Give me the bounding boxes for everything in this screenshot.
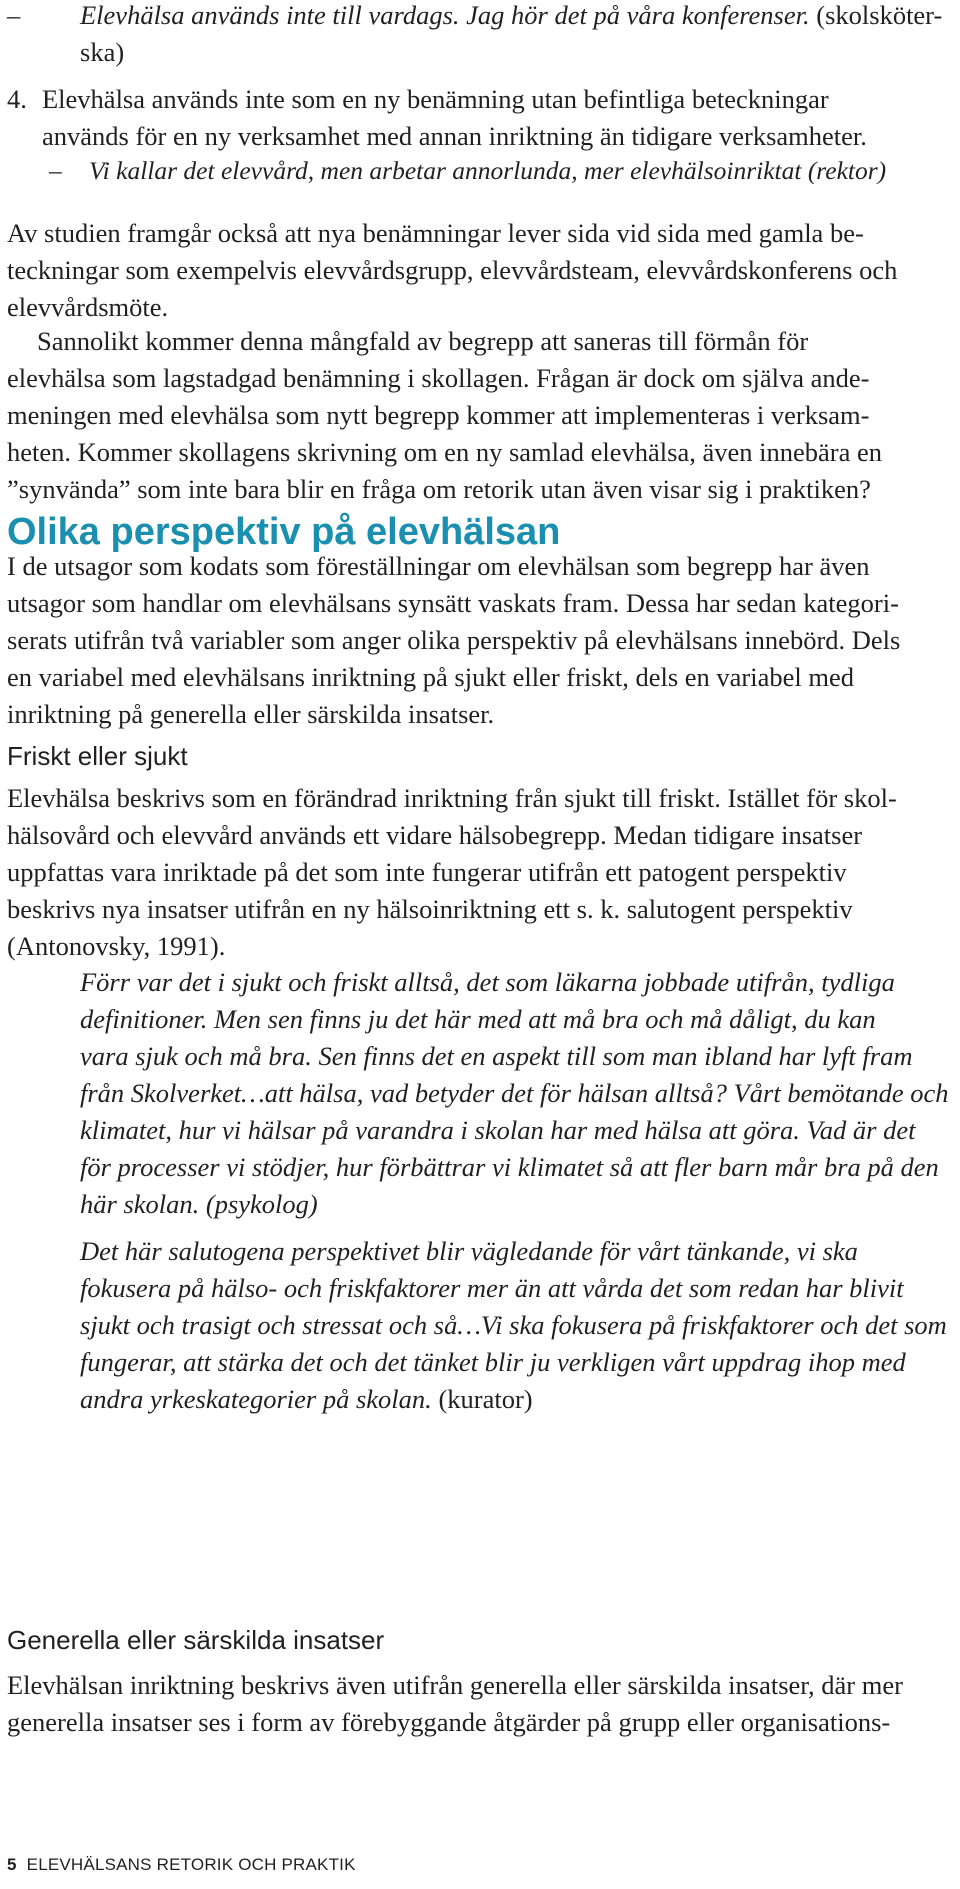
quote-line: klimatet, hur vi hälsar på varandra i skolan har med hälsa att göra. Vad är det [80,1115,916,1145]
quote-skolskoterska [7,0,942,71]
paragraph-line: elevvårdsmöte. [7,292,169,322]
quote-line: från Skolverket…att hälsa, vad betyder det för hälsan alltså? Vårt bemötande och [80,1078,949,1108]
paragraph-2 [7,323,882,508]
paragraph-line: teckningar som exempelvis elevvårdsgrupp, elevvårdsteam, elevvårdskonferens och [7,255,898,285]
paragraph-line: I de utsagor som kodats som föreställningar om elevhälsan som begrepp har även [7,551,870,581]
quote-line: vara sjuk och må bra. Sen finns det en aspekt till som man ibland har lyft fram [80,1041,913,1071]
paragraph-line: Elevhälsa beskrivs som en förändrad inriktning från sjukt till friskt. Istället för skol- [7,783,897,813]
quote-line: Vi kallar det elevvård, men arbetar annorlunda, mer elevhälsoinriktat (rektor) [89,156,887,185]
subheading-generella-sarskilda: Generella eller särskilda insatser [7,1625,385,1655]
quote-dash: – [49,156,62,185]
paragraph-4 [7,780,897,965]
page-footer [7,1854,356,1876]
paragraph-line: beskrivs nya insatser utifrån en ny hälsoinriktning ett s. k. salutogent perspektiv [7,894,853,924]
paragraph-line: generella insatser ses i form av förebyggande åtgärder på grupp eller organisations- [7,1707,891,1737]
quote-attribution: (psykolog) [205,1189,318,1219]
paragraph-line: Sannolikt kommer denna mångfald av begrepp att saneras till förmån för [37,326,809,356]
quote-line: sjukt och trasigt och stressat och så…Vi ska fokusera på friskfaktorer och det som [80,1310,947,1340]
paragraph-line: elevhälsa som lagstadgad benämning i skollagen. Frågan är dock om själva ande- [7,363,870,393]
paragraph-line: Elevhälsan inriktning beskrivs även utifrån generella eller särskilda insatser, där mer [7,1670,903,1700]
quote-line: ska) [80,37,125,67]
paragraph-3 [7,548,900,733]
quote-line: fokusera på hälso- och friskfaktorer mer än att vårda det som redan har blivit [80,1273,904,1303]
page-number: 5 [7,1855,17,1874]
quote-line: Elevhälsa används inte till vardags. Jag hör det på våra konferenser. (skolsköter- [80,0,943,30]
quote-line: Förr var det i sjukt och friskt alltså, det som läkarna jobbade utifrån, tydliga [80,967,895,997]
quote-attribution: (kurator) [438,1384,533,1414]
paragraph-line: inriktning på generella eller särskilda insatser. [7,699,495,729]
running-title: ELEVHÄLSANS RETORIK OCH PRAKTIK [26,1855,356,1874]
paragraph-line: Av studien framgår också att nya benämningar lever sida vid sida med gamla be- [7,218,864,248]
paragraph-line: serats utifrån två variabler som anger olika perspektiv på elevhälsans innebörd. Dels [7,625,901,655]
subheading-friskt-sjukt: Friskt eller sjukt [7,741,188,771]
item-line: Elevhälsa används inte som en ny benämning utan befintliga beteckningar [42,84,829,114]
paragraph-line: hälsovård och elevvård används ett vidare hälsobegrepp. Medan tidigare insatser [7,820,863,850]
quote-line: Det här salutogena perspektivet blir vägledande för vårt tänkande, vi ska [80,1236,858,1266]
quote-psykolog [7,964,957,1223]
paragraph-line: en variabel med elevhälsans inriktning på sjukt eller friskt, dels en variabel med [7,662,854,692]
paragraph-1 [7,215,897,326]
quote-line: andra yrkeskategorier på skolan. (kurator) [80,1384,533,1414]
quote-dash: – [7,0,21,30]
quote-kurator [7,1233,957,1418]
item-number: 4. [7,84,27,114]
quote-line: för processer vi stödjer, hur förbättrar vi klimatet så att fler barn mår bra på den [80,1152,939,1182]
quote-line: här skolan. (psykolog) [80,1189,318,1219]
quote-line: definitioner. Men sen finns ju det här med att må bra och må dåligt, du kan [80,1004,876,1034]
paragraph-5 [7,1667,903,1741]
numbered-item-4 [7,81,867,155]
item-line: används för en ny verksamhet med annan inriktning än tidigare verksamheter. [42,121,867,151]
paragraph-line: uppfattas vara inriktade på det som inte fungerar utifrån ett patogent perspektiv [7,857,847,887]
section-title: Olika perspektiv på elevhälsan [7,511,561,553]
paragraph-line: meningen med elevhälsa som nytt begrepp kommer att implementeras i verksam- [7,400,870,430]
quote-attribution: (skolsköter- [816,0,943,30]
paragraph-line: heten. Kommer skollagens skrivning om en ny samlad elevhälsa, även innebära en [7,437,882,467]
paragraph-line: (Antonovsky, 1991). [7,931,226,961]
paragraph-line: utsagor som handlar om elevhälsans synsätt vaskats fram. Dessa har sedan kategori- [7,588,899,618]
paragraph-line: ”synvända” som inte bara blir en fråga om retorik utan även visar sig i praktiken? [7,474,871,504]
quote-rektor [49,152,886,189]
quote-line: fungerar, att stärka det och det tänket blir ju verkligen vårt uppdrag ihop med [80,1347,906,1377]
